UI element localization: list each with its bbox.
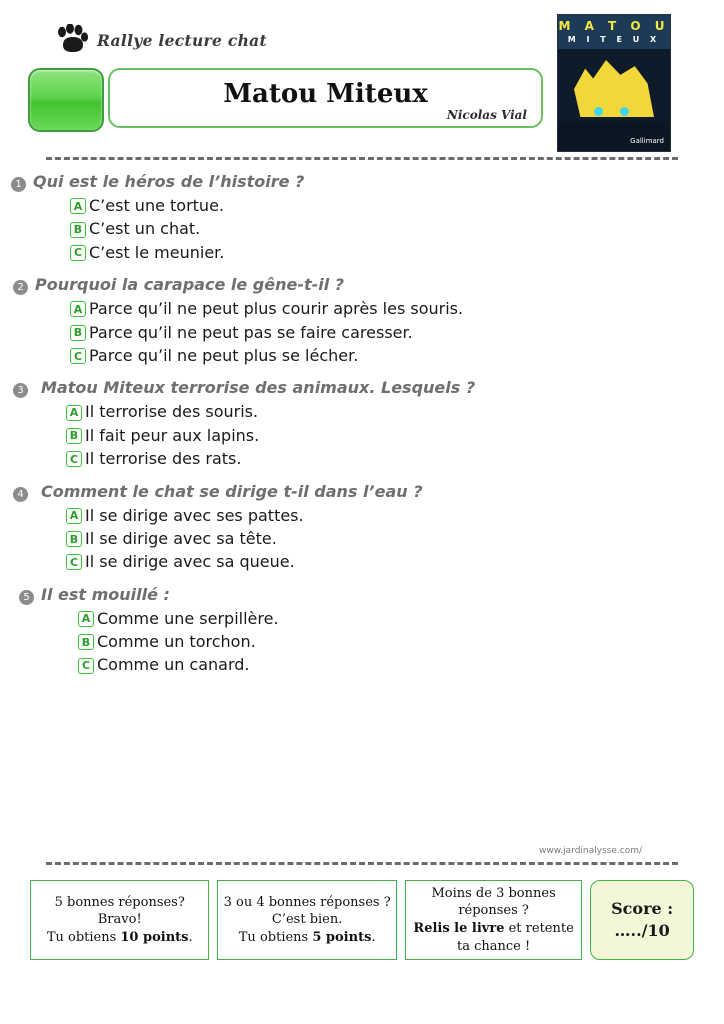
answer-letter-box[interactable]: A xyxy=(66,405,82,421)
answer-options xyxy=(0,610,724,675)
score-rule-line: Relis le livre et retente xyxy=(413,921,574,936)
cover-cat-eye-right xyxy=(620,107,629,116)
book-author: Nicolas Vial xyxy=(446,108,527,122)
answer-letter-box[interactable]: C xyxy=(66,554,82,570)
question-block xyxy=(0,585,724,675)
answer-letter-box[interactable]: B xyxy=(70,325,86,341)
question-block xyxy=(0,378,724,468)
answer-letter-box[interactable]: B xyxy=(66,531,82,547)
page-title: Matou Miteux xyxy=(223,79,428,109)
answer-text: Il fait peur aux lapins. xyxy=(85,425,260,445)
answer-option[interactable] xyxy=(0,300,724,318)
answer-option[interactable] xyxy=(0,403,724,421)
question-line xyxy=(0,275,724,295)
answer-text: Parce qu’il ne peut pas se faire caresser. xyxy=(89,322,413,342)
answer-text: Il se dirige avec sa queue. xyxy=(85,552,295,572)
answer-options xyxy=(0,507,724,572)
question-line xyxy=(0,378,724,398)
question-number: 1 xyxy=(0,174,26,192)
answer-option[interactable] xyxy=(0,220,724,238)
score-rule-line: Tu obtiens 5 points. xyxy=(238,929,376,945)
score-label: Score : xyxy=(611,898,674,918)
answer-option[interactable] xyxy=(0,197,724,215)
website-credit: www.jardinalysse.com/ xyxy=(539,846,642,856)
answer-text: Comme un canard. xyxy=(97,655,250,675)
question-block xyxy=(0,172,724,262)
answer-text: Il se dirige avec ses pattes. xyxy=(85,505,304,525)
score-rule-line: Moins de 3 bonnes xyxy=(431,885,556,901)
question-number: 4 xyxy=(0,484,28,502)
cover-cat-silhouette xyxy=(574,55,654,117)
answer-option[interactable] xyxy=(0,507,724,525)
rallye-label: Rallye lecture chat xyxy=(97,31,267,50)
question-number: 3 xyxy=(0,380,28,398)
answer-text: Comme une serpillère. xyxy=(97,608,279,628)
answer-text: Parce qu’il ne peut plus courir après les souris. xyxy=(89,299,464,319)
questions-list xyxy=(0,172,724,688)
book-cover-image xyxy=(557,14,671,152)
question-line xyxy=(0,482,724,502)
answer-options xyxy=(0,300,724,365)
answer-text: Il terrorise des souris. xyxy=(85,402,259,422)
page-header xyxy=(0,0,724,150)
question-line xyxy=(0,585,724,605)
question-line xyxy=(0,172,724,192)
answer-letter-box[interactable]: B xyxy=(66,428,82,444)
answer-text: Parce qu’il ne peut plus se lécher. xyxy=(89,345,359,365)
answer-option[interactable] xyxy=(0,633,724,651)
score-rule-box xyxy=(217,880,396,960)
answer-option[interactable] xyxy=(0,553,724,571)
answer-letter-box[interactable]: C xyxy=(66,451,82,467)
book-title-box xyxy=(108,68,543,128)
divider-bottom xyxy=(46,862,678,865)
score-field[interactable] xyxy=(590,880,694,960)
divider-top xyxy=(46,157,678,160)
answer-option[interactable] xyxy=(0,656,724,674)
score-rule-line: 3 ou 4 bonnes réponses ? xyxy=(223,894,391,910)
score-rule-line: réponses ? xyxy=(458,903,529,919)
answer-letter-box[interactable]: B xyxy=(78,634,94,650)
question-number: 5 xyxy=(0,587,34,605)
answer-option[interactable] xyxy=(0,427,724,445)
answer-letter-box[interactable]: C xyxy=(78,658,94,674)
question-text: Pourquoi la carapace le gêne-t-il ? xyxy=(35,275,345,295)
answer-text: C’est une tortue. xyxy=(89,196,224,215)
question-text: Il est mouillé : xyxy=(41,584,170,604)
answer-option[interactable] xyxy=(0,324,724,342)
answer-letter-box[interactable]: C xyxy=(70,348,86,364)
question-block xyxy=(0,275,724,365)
score-rule-line: Tu obtiens 10 points. xyxy=(46,929,193,945)
answer-letter-box[interactable]: A xyxy=(70,198,86,214)
answer-options xyxy=(0,197,724,262)
answer-letter-box[interactable]: C xyxy=(70,245,86,261)
answer-text: C’est le meunier. xyxy=(89,242,225,262)
answer-letter-box[interactable]: B xyxy=(70,222,86,238)
level-color-box xyxy=(28,68,104,132)
scoring-footer xyxy=(30,880,694,960)
score-rule-box xyxy=(30,880,209,960)
question-text: Matou Miteux terrorise des animaux. Lesquels ? xyxy=(41,378,476,398)
answer-option[interactable] xyxy=(0,530,724,548)
answer-options xyxy=(0,403,724,468)
score-action: Relis le livre xyxy=(413,921,505,936)
score-value[interactable]: …../10 xyxy=(614,921,670,940)
answer-option[interactable] xyxy=(0,347,724,365)
score-rule-line: 5 bonnes réponses? xyxy=(54,894,185,910)
question-block xyxy=(0,482,724,572)
answer-letter-box[interactable]: A xyxy=(70,301,86,317)
answer-letter-box[interactable]: A xyxy=(66,508,82,524)
answer-option[interactable] xyxy=(0,610,724,628)
score-rule-box xyxy=(405,880,582,960)
answer-text: Il se dirige avec sa tête. xyxy=(85,528,277,548)
cover-publisher: Gallimard xyxy=(630,137,664,145)
cover-cat-eye-left xyxy=(594,107,603,116)
cover-title-main: M A T O U xyxy=(558,19,670,33)
answer-letter-box[interactable]: A xyxy=(78,611,94,627)
score-rule-line: Bravo! xyxy=(97,912,142,928)
score-points: 5 points xyxy=(312,929,372,945)
score-points: 10 points xyxy=(120,929,189,945)
score-rule-line: C’est bien. xyxy=(271,912,343,928)
score-rule-line: ta chance ! xyxy=(456,938,531,954)
paw-icon xyxy=(55,24,89,54)
answer-text: Comme un torchon. xyxy=(97,632,256,652)
question-text: Comment le chat se dirige t-il dans l’eau ? xyxy=(41,481,423,501)
question-text: Qui est le héros de l’histoire ? xyxy=(33,172,305,191)
answer-text: Il terrorise des rats. xyxy=(85,449,242,469)
answer-option[interactable] xyxy=(0,244,724,262)
question-number: 2 xyxy=(0,277,28,295)
cover-title-sub: M I T E U X xyxy=(567,35,661,44)
answer-text: C’est un chat. xyxy=(89,219,201,239)
cover-footer-band xyxy=(558,121,670,151)
answer-option[interactable] xyxy=(0,450,724,468)
